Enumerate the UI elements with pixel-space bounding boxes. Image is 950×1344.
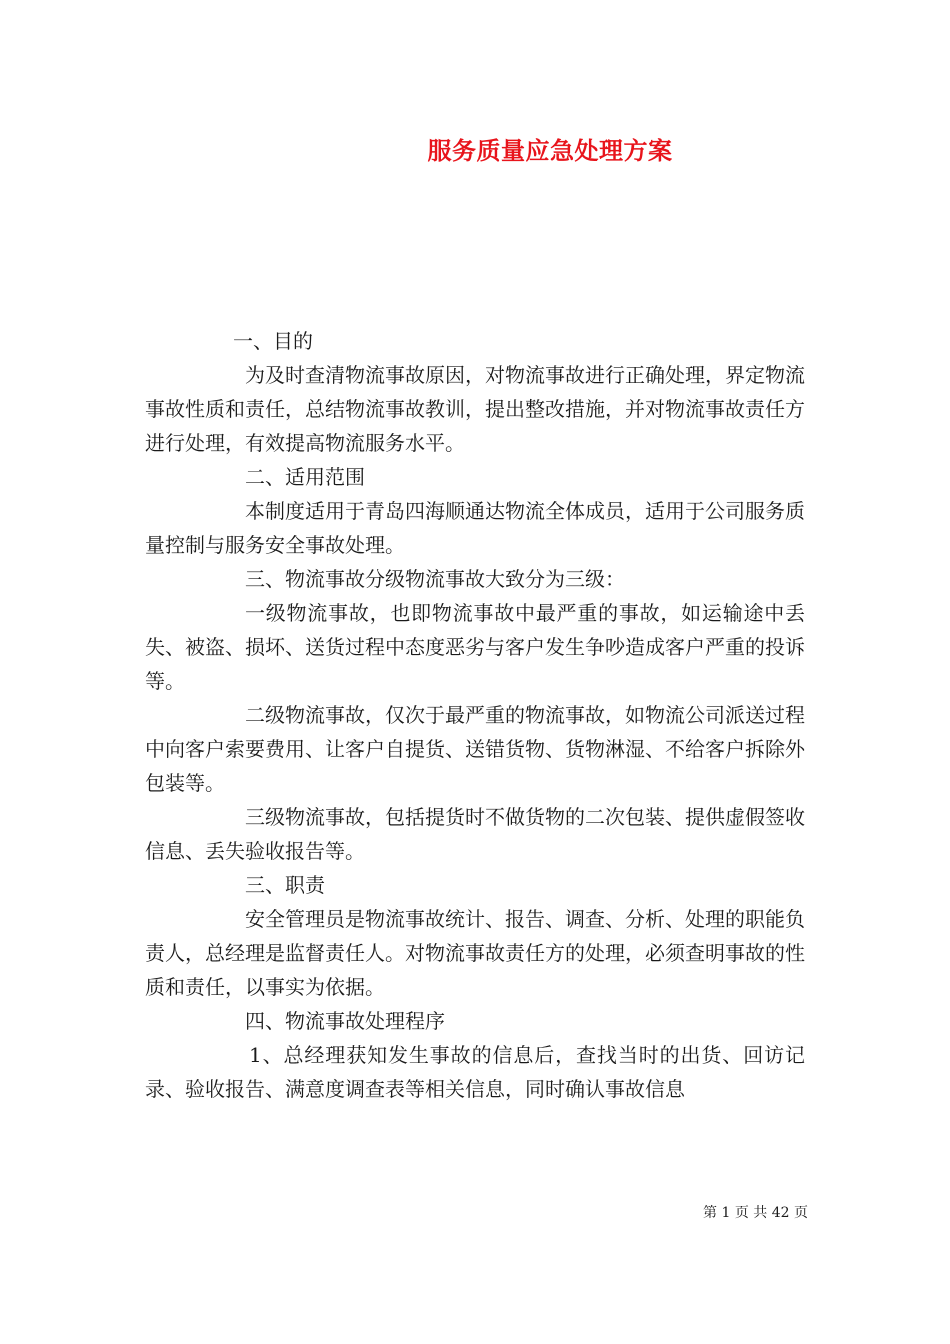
document-body [145,324,805,1106]
page-number: 第 1 页 共 42 页 [703,1205,808,1221]
section-heading: 二、适用范围 [245,465,365,489]
page-title: 服务质量应急处理方案 [427,136,673,165]
paragraph: 1、总经理获知发生事故的信息后，查找当时的出货、回访记录、验收报告、满意度调查表等相关信息，同时确认事故信息 [145,1043,805,1101]
paragraph: 安全管理员是物流事故统计、报告、调查、分析、处理的职能负责人，总经理是监督责任人。对物流事故责任方的处理，必须查明事故的性质和责任，以事实为依据。 [145,907,805,999]
paragraph: 二级物流事故，仅次于最严重的物流事故，如物流公司派送过程中向客户索要费用、让客户自提货、送错货物、货物淋湿、不给客户拆除外包装等。 [145,703,805,795]
section-heading: 三、物流事故分级物流事故大致分为三级： [245,567,625,591]
paragraph: 为及时查清物流事故原因，对物流事故进行正确处理，界定物流事故性质和责任，总结物流事故教训，提出整改措施，并对物流事故责任方进行处理，有效提高物流服务水平。 [145,363,805,455]
section-heading: 四、物流事故处理程序 [245,1009,445,1033]
section-heading: 一、目的 [233,329,313,353]
paragraph: 本制度适用于青岛四海顺通达物流全体成员，适用于公司服务质量控制与服务安全事故处理。 [145,499,805,557]
paragraph: 三级物流事故，包括提货时不做货物的二次包装、提供虚假签收信息、丢失验收报告等。 [145,805,805,863]
paragraph: 一级物流事故，也即物流事故中最严重的事故，如运输途中丢失、被盗、损坏、送货过程中态度恶劣与客户发生争吵造成客户严重的投诉等。 [145,601,805,693]
section-heading: 三、职责 [245,873,325,897]
